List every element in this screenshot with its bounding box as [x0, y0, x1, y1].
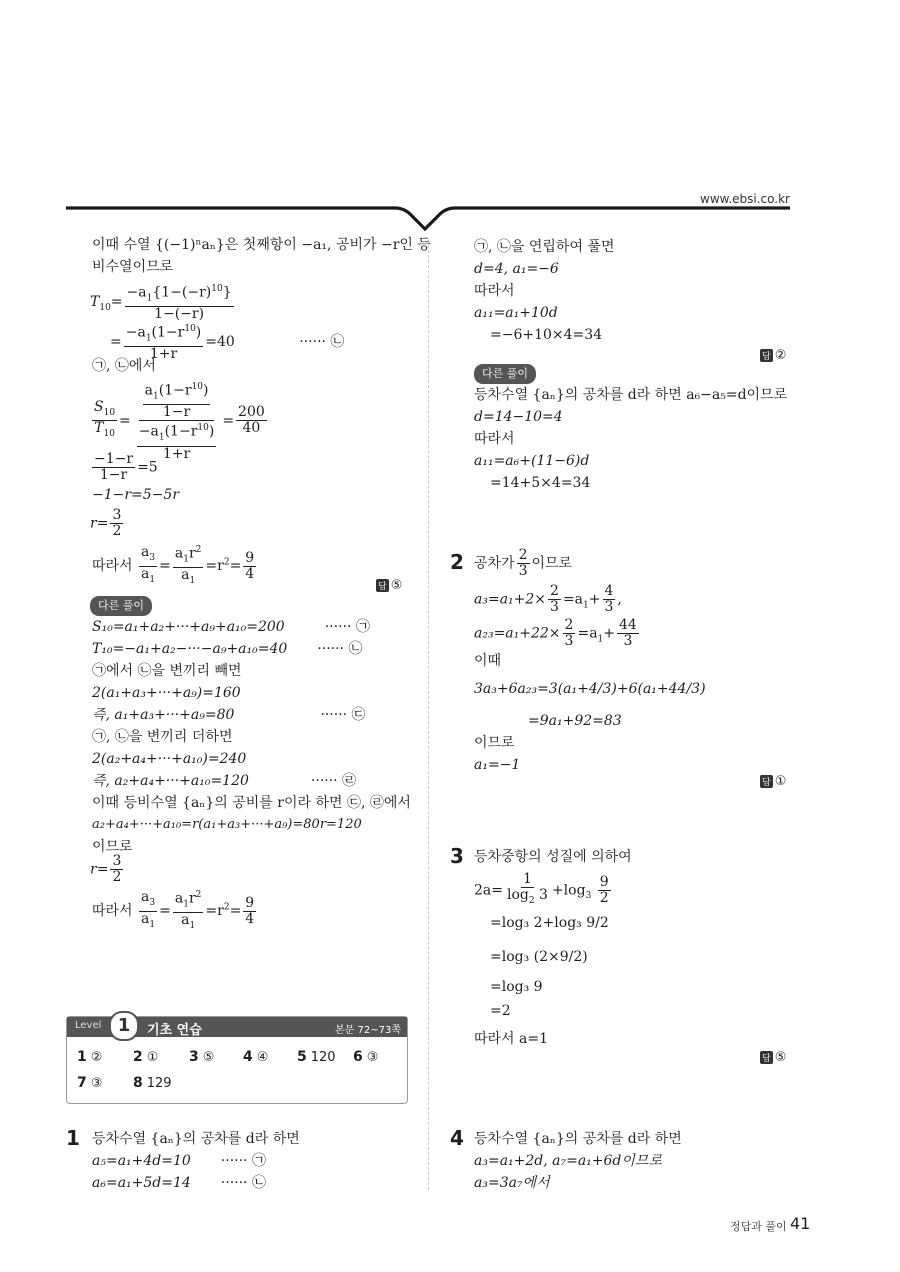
q2-then: 이때	[474, 653, 502, 669]
level-pages: 본문 72~73쪽	[335, 1025, 401, 1036]
level-answer-1: 1 ②	[77, 1049, 103, 1065]
q2-sum-1: 3a₃+6a₂₃=3(a₁+4/3)+6(a₁+44/3)	[474, 681, 706, 697]
q3-end: 따라서 a=1	[474, 1031, 549, 1047]
q2-sum-2: =9a₁+92=83	[528, 713, 622, 729]
q3-line-4: =log₃ 9	[490, 979, 543, 995]
sub-line-1: 2(a₁+a₃+···+a₉)=160	[92, 685, 241, 701]
q4-eq-1: a₃=a₁+2d, a₇=a₁+6d이므로	[474, 1153, 662, 1169]
question-4-number: 4	[450, 1126, 464, 1150]
ratio-a3-a1: 따라서 $\frac{a_3}{a_1}$ = $\frac{a_1r^2}{a_1}$ $=r^2=$ $\frac{9}{4}$	[92, 543, 255, 587]
line-m1r: −1−r=5−5r	[92, 487, 180, 503]
question-1-number: 1	[66, 1126, 80, 1150]
q3-line-3: =log₃ (2×9/2)	[490, 949, 588, 965]
page-number: 41	[790, 1214, 811, 1233]
subtract-line: ㉠에서 ㉡을 변끼리 빼면	[92, 663, 242, 679]
header-rule	[0, 196, 900, 236]
level-answer-4: 4 ④	[243, 1049, 269, 1065]
q4-eq-2: a₃=3a₇에서	[474, 1175, 550, 1191]
other-2: d=14−10=4	[474, 409, 563, 425]
a11-line-2: =−6+10×4=34	[490, 327, 603, 343]
add-line-2: 즉, a₂+a₄+···+a₁₀=120 ······ ㉣	[92, 773, 357, 789]
level-answer-5: 5 120	[297, 1049, 336, 1065]
answer-right-2: 답 ①	[762, 774, 787, 789]
question-3-number: 3	[450, 844, 464, 868]
level-answer-3: 3 ⑤	[189, 1049, 215, 1065]
site-url: www.ebsi.co.kr	[700, 192, 790, 206]
level-answer-8: 8 129	[133, 1075, 172, 1091]
q2-a1: a₁=−1	[474, 757, 521, 773]
ratio-text: 이때 등비수열 {aₙ}의 공비를 r이라 하면 ㉢, ㉣에서	[92, 795, 411, 811]
a11-line-1: a₁₁=a₁+10d	[474, 305, 558, 321]
ratio-eq: a₂+a₄+···+a₁₀=r(a₁+a₃+···+a₉)=80r=120	[92, 817, 362, 832]
other-solution-badge-right: 다른 풀이	[474, 364, 536, 384]
level-word: Level	[75, 1020, 102, 1031]
q3-intro: 등차중항의 성질에 의하여	[474, 849, 632, 865]
ttarase-right: 따라서	[474, 283, 515, 299]
footer-label: 정답과 풀이	[730, 1220, 787, 1233]
answer-right-1: 답 ②	[762, 348, 787, 363]
eq-5: $\frac{-1-r}{1-r}$ =5	[94, 451, 158, 483]
column-divider	[428, 240, 429, 1190]
q2-intro: 공차가 $\frac{2}{3}$ 이므로	[474, 547, 573, 579]
level-answer-7: 7 ③	[77, 1075, 103, 1091]
other-1: 등차수열 {aₙ}의 공차를 d라 하면 a₆−a₅=d이므로	[474, 387, 788, 403]
intro-line-2: 비수열이므로	[92, 259, 174, 275]
level-answer-2: 2 ①	[133, 1049, 159, 1065]
add-line-1: 2(a₂+a₄+···+a₁₀)=240	[92, 751, 247, 767]
mark-b: ······ ㉡	[299, 334, 345, 351]
r-value: r= $\frac{3}{2}$	[90, 507, 122, 539]
other-3: 따라서	[474, 431, 515, 447]
solve-ab: ㉠, ㉡을 연립하여 풀면	[474, 239, 615, 255]
q4-intro: 등차수열 {aₙ}의 공차를 d라 하면	[474, 1131, 682, 1147]
level-header	[67, 1017, 407, 1037]
q3-line-5: =2	[490, 1003, 511, 1019]
q1-intro: 등차수열 {aₙ}의 공차를 d라 하면	[92, 1131, 300, 1147]
q2-a3: a₃=a₁+2× $\frac{2}{3}$ $=a_1+$ $\frac{4}{3}$ ,	[474, 583, 622, 615]
level-answer-box	[66, 1016, 408, 1104]
level-answer-6: 6 ③	[353, 1049, 379, 1065]
q1-eq-2: a₆=a₁+5d=14 ······ ㉡	[92, 1175, 266, 1191]
answer-left-1: 답 ⑤	[378, 578, 403, 593]
from-ab: ㉠, ㉡에서	[92, 358, 156, 374]
sub-line-2: 즉, a₁+a₃+···+a₉=80 ······ ㉢	[92, 707, 366, 723]
q1-eq-1: a₅=a₁+4d=10 ······ ㉠	[92, 1153, 266, 1169]
imeuro-left: 이므로	[92, 839, 133, 855]
question-2-number: 2	[450, 550, 464, 574]
q2-a23: a₂₃=a₁+22× $\frac{2}{3}$ $=a_1+$ $\frac{44}{3}$	[474, 617, 637, 649]
t10-formula-2: = $\frac{-a_1(1-r^{10})}{1+r}$ =40 ······ ㉡	[110, 324, 345, 363]
level-number: 1	[109, 1011, 139, 1041]
answer-right-3: 답 ⑤	[762, 1050, 787, 1065]
s10-line: S₁₀=a₁+a₂+···+a₉+a₁₀=200 ······ ㉠	[92, 619, 370, 635]
other-5: =14+5×4=34	[490, 475, 591, 491]
r-value-2: r= $\frac{3}{2}$	[90, 853, 122, 885]
ratio-a3-a1-2: 따라서 $\frac{a_3}{a_1}$ = $\frac{a_1r^2}{a_1}$ $=r^2=$ $\frac{9}{4}$	[92, 888, 255, 932]
d-a1: d=4, a₁=−6	[474, 261, 559, 277]
add-line: ㉠, ㉡을 변끼리 더하면	[92, 729, 233, 745]
q3-line-2: =log₃ 2+log₃ 9/2	[490, 915, 609, 931]
q2-imeuro: 이므로	[474, 735, 515, 751]
other-4: a₁₁=a₆+(11−6)d	[474, 453, 590, 469]
t10-line: T₁₀=−a₁+a₂−···−a₉+a₁₀=40 ······ ㉡	[92, 641, 363, 657]
other-solution-badge-left: 다른 풀이	[90, 596, 152, 616]
t10-formula: $T_{10}=$ $\frac{-a_1\{1-(-r)^{10}\}}{1-(-r)}$	[90, 284, 232, 323]
level-title: 기초 연습	[147, 1023, 202, 1038]
q3-line-1: 2a= $\frac{1}{\log_2 3}$ $+\log_3$ $\frac{9}{2}$	[474, 871, 609, 906]
intro-line-1: 이때 수열 {(−1)ⁿaₙ}은 첫째항이 −a₁, 공비가 −r인 등	[92, 237, 431, 253]
s10-t10-fraction: $\frac{S_{10}}{T_{10}}$ = $\frac{\frac{a_1(1-r^{10})}{1-r}}{\frac{-a_1(1-r^{10})}{1+r}}$ = $\frac{200}{40}$	[94, 382, 265, 462]
